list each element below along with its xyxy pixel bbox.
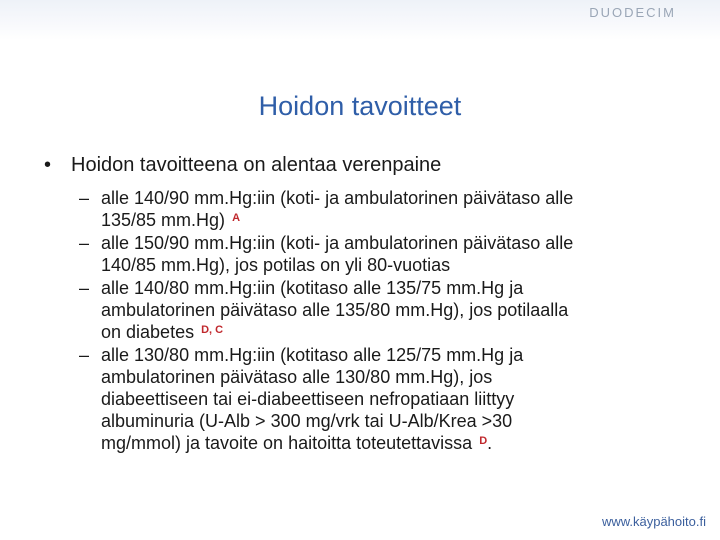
item-line: albuminuria (U-Alb > 300 mg/vrk tai U-Alb/Krea >30 bbox=[101, 411, 513, 431]
evidence-level: D, C bbox=[201, 324, 224, 336]
list-item bbox=[79, 187, 709, 231]
duodecim-logo: DUODECIM bbox=[589, 5, 676, 20]
target-list bbox=[79, 187, 709, 455]
item-line: alle 130/80 mm.Hg:iin (kotitaso alle 125/75 mm.Hg ja bbox=[101, 345, 524, 365]
item-line: 135/85 mm.Hg) bbox=[101, 210, 226, 230]
main-bullet-text: Hoidon tavoitteena on alentaa verenpaine bbox=[71, 154, 442, 176]
dash-marker: – bbox=[79, 278, 90, 298]
list-item bbox=[79, 277, 709, 343]
item-line: diabeettiseen tai ei-diabeettiseen nefropatiaan liittyy bbox=[101, 389, 515, 409]
item-line: ambulatorinen päivätaso alle 135/80 mm.Hg), jos potilaalla bbox=[101, 300, 569, 320]
dash-marker: – bbox=[79, 233, 90, 253]
item-line: alle 140/90 mm.Hg:iin (koti- ja ambulatorinen päivätaso alle bbox=[101, 188, 574, 208]
list-item bbox=[79, 344, 709, 454]
item-line: on diabetes bbox=[101, 322, 195, 342]
item-line: mg/mmol) ja tavoite on haitoitta toteutettavissa bbox=[101, 433, 473, 453]
item-line: alle 150/90 mm.Hg:iin (koti- ja ambulatorinen päivätaso alle bbox=[101, 233, 574, 253]
main-bullet bbox=[44, 153, 441, 177]
item-line: alle 140/80 mm.Hg:iin (kotitaso alle 135/75 mm.Hg ja bbox=[101, 278, 524, 298]
list-item bbox=[79, 232, 709, 276]
dash-marker: – bbox=[79, 345, 90, 365]
slide-title: Hoidon tavoitteet bbox=[258, 91, 462, 121]
evidence-level: D bbox=[479, 435, 488, 447]
evidence-level: A bbox=[232, 212, 241, 224]
footer-url[interactable]: www.käypähoito.fi bbox=[601, 514, 706, 529]
dash-marker: – bbox=[79, 188, 90, 208]
bullet-dot: • bbox=[44, 154, 52, 176]
item-suffix: . bbox=[487, 433, 493, 453]
item-line: 140/85 mm.Hg), jos potilas on yli 80-vuotias bbox=[101, 255, 451, 275]
item-line: ambulatorinen päivätaso alle 130/80 mm.Hg), jos bbox=[101, 367, 493, 387]
